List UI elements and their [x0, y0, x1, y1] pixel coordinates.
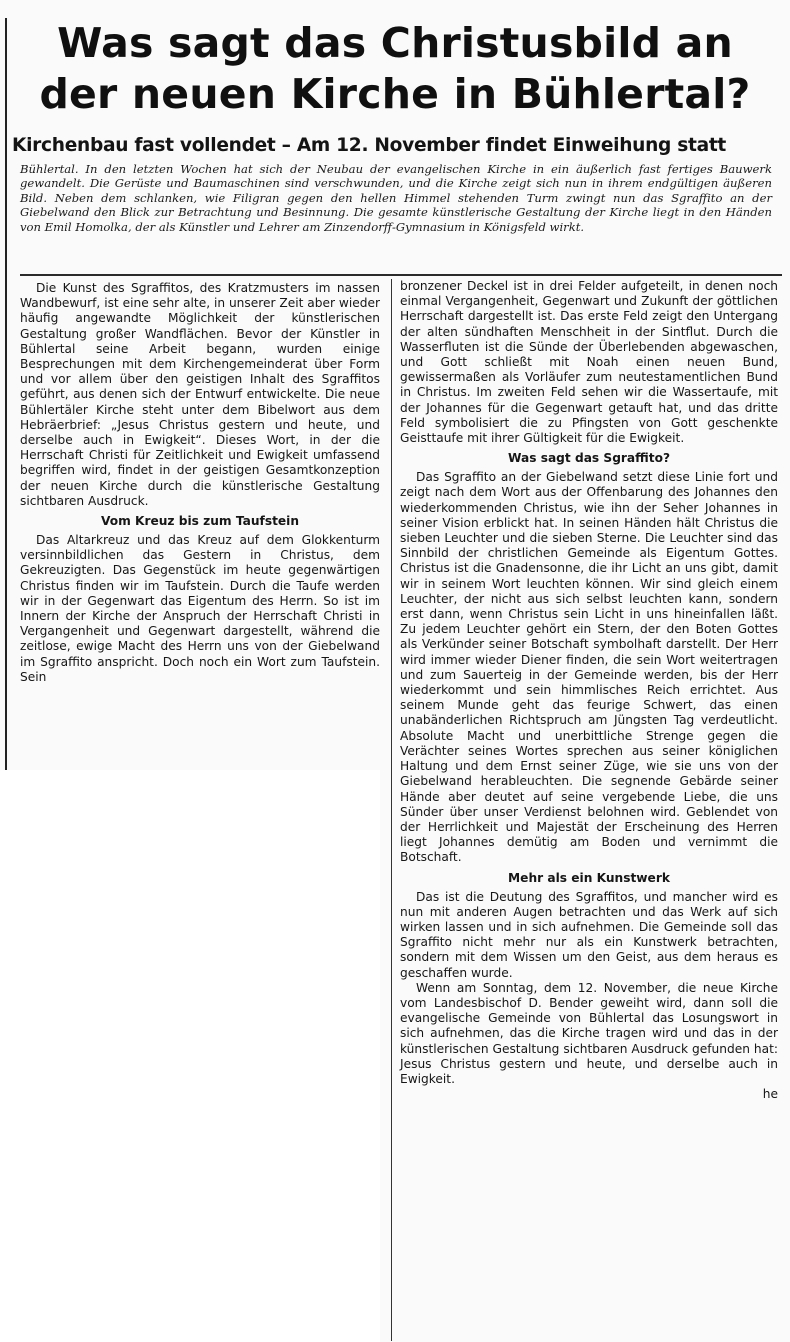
- section-heading: Vom Kreuz bis zum Taufstein: [100, 514, 300, 529]
- section-heading: Was sagt das Sgraffito?: [507, 451, 671, 466]
- section-heading: Mehr als ein Kunstwerk: [508, 870, 670, 885]
- body-paragraph: Das Altarkreuz und das Kreuz auf dem Glokkenturm versinnbildlichen das Gestern in Christus, dem Gekreuzigten. Das Gegenstück im heute gegenwärtigen Christus finden wir im Taufstein. Durch die Taufe werden wir in der Gegenwart das Eigentum des Herrn. So ist im Innern der Kirche der Anspruch der Herrschaft Christi in Vergangenheit und Gegenwart dargestellt, während die zeitlose, ewige Macht des Herrn uns von der Giebelwand im Sgraffito anspricht. Doch noch ein Wort zum Taufstein. Sein: [20, 533, 380, 684]
- author-signature: he: [762, 1087, 778, 1102]
- headline-line-2: der neuen Kirche in Bühlertal?: [39, 70, 751, 118]
- left-border: [5, 18, 7, 770]
- lead-divider: [20, 274, 782, 276]
- body-paragraph: Das Sgraffito an der Giebelwand setzt diese Linie fort und zeigt nach dem Wort aus der Offenbarung des Johannes den wiederkommenden Christus, wie ihn der Seher Johannes in seiner Vision erblickt hat. In seinen Händen hält Christus die sieben Leuchter und die sieben Sterne. Die Leuchter sind das Sinnbild der christlichen Gemeinde als Eigentum Gottes. Christus ist die Gnadensonne, die ihr Licht an uns gibt, damit wir in seinem Wort leuchten können. Wir sind gleich einem Leuchter, der nicht aus sich selbst leuchten kann, sondern erst dann, wenn Christus sein Licht in uns hineinfallen läßt. Zu jedem Leuchter gehört ein Stern, der den Boten Gottes als Verkünder seiner Botschaft symbolhaft darstellt. Der Herr wird immer wieder Diener finden, die sein Wort weitertragen und zum Sauerteig in der Gemeinde werden, bis der Herr wiederkommt und sein himmlisches Reich errichtet. Aus seinem Munde geht das feurige Schwert, das einen unabänderlichen Richtspruch am Jüngsten Tag verdeutlicht. Absolute Macht und unerbittliche Strenge gegen die Verächter seines Wortes sprechen aus seiner königlichen Haltung und dem Ernst seiner Züge, wie sie uns von der Giebelwand herableuchten. Die segnende Gebärde seiner Hände aber deutet auf seine vergebende Liebe, die uns Sünder über unser Verdienst belohnen wird. Geblendet von der Herrlichkeit und Majestät der Erscheinung des Herren liegt Johannes demütig am Boden und vernimmt die Botschaft.: [400, 470, 778, 865]
- headline: [12, 18, 778, 120]
- body-paragraph: Das ist die Deutung des Sgraffitos, und mancher wird es nun mit anderen Augen betrachten und das Werk auf sich wirken lassen und in sich aufnehmen. Die Gemeinde soll das Sgraffito nicht mehr nur als ein Kunstwerk betrachten, sondern mit dem Wissen um den Geist, aus dem heraus es geschaffen wurde.: [400, 889, 778, 980]
- subheadline: Kirchenbau fast vollendet – Am 12. November findet Einweihung statt: [12, 135, 727, 156]
- body-paragraph: Wenn am Sonntag, dem 12. November, die neue Kirche vom Landesbischof D. Bender geweiht wird, dann soll die evangelische Gemeinde von Bühlertal das Losungswort in sich aufnehmen, das die Kirche tragen wird und das in der künstlerischen Gestaltung sichtbaren Ausdruck gefunden hat: Jesus Christus gestern und heute, und derselbe auch in Ewigkeit.: [400, 980, 778, 1086]
- empty-background: [0, 770, 380, 1342]
- body-paragraph: bronzener Deckel ist in drei Felder aufgeteilt, in denen noch einmal Vergangenheit, Gegenwart und Zukunft der göttlichen Herrschaft dargestellt ist. Das erste Feld zeigt den Untergang der alten sündhaften Menschheit in der Sintflut. Durch die Wasserfluten ist die Sünde der Überlebenden abgewaschen, und Gott schließt mit Noah einen neuen Bund, gewissermaßen als Vorläufer zum neutestamentlichen Bund in Christus. Im zweiten Feld sehen wir die Wassertaufe, mit der Johannes für die Gegenwart getauft hat, und das dritte Feld symbolisiert die zu Pfingsten von Gott geschenkte Geisttaufe mit ihrer Gültigkeit für die Ewigkeit.: [400, 279, 778, 446]
- body-paragraph: Die Kunst des Sgraffitos, des Kratzmusters im nassen Wandbewurf, ist eine sehr alte, in unserer Zeit aber wieder häufig angewandte Möglichkeit der künstlerischen Gestaltung großer Wandflächen. Bevor der Künstler in Bühlertal seine Arbeit begann, wurden einige Besprechungen mit dem Kirchengemeinderat über Form und vor allem über den geistigen Inhalt des Sgraffitos geführt, aus denen sich der Entwurf entwickelte. Die neue Bühlertäler Kirche steht unter dem Bibelwort aus dem Hebräerbrief: „Jesus Christus gestern und heute, und derselbe auch in Ewigkeit“. Dieses Wort, in der die Herrschaft Christi für Zeitlichkeit und Ewigkeit umfassend begriffen wird, findet in der geistigen Gesamtkonzeption der neuen Kirche durch die künstlerische Gestaltung sichtbaren Ausdruck.: [20, 281, 380, 508]
- lead-paragraph: Bühlertal. In den letzten Wochen hat sich der Neubau der evangelischen Kirche in ein äußerlich fast fertiges Bauwerk gewandelt. Die Gerüste und Baumaschinen sind verschwunden, und die Kirche zeigt sich nun in ihrem endgültigen äußeren Bild. Neben dem schlanken, wie Filigran gegen den hellen Himmel stehenden Turm zwingt nun das Sgraffito an der Giebelwand den Blick zur Betrachtung und Besinnung. Die gesamte künstlerische Gestaltung der Kirche liegt in den Händen von Emil Homolka, der als Künstler und Lehrer am Zinzendorff-Gymnasium in Königsfeld wirkt.: [20, 162, 772, 234]
- column-separator: [391, 279, 392, 1341]
- left-column: [20, 281, 380, 685]
- headline-line-1: Was sagt das Christusbild an: [57, 19, 733, 67]
- right-column: [400, 279, 778, 1102]
